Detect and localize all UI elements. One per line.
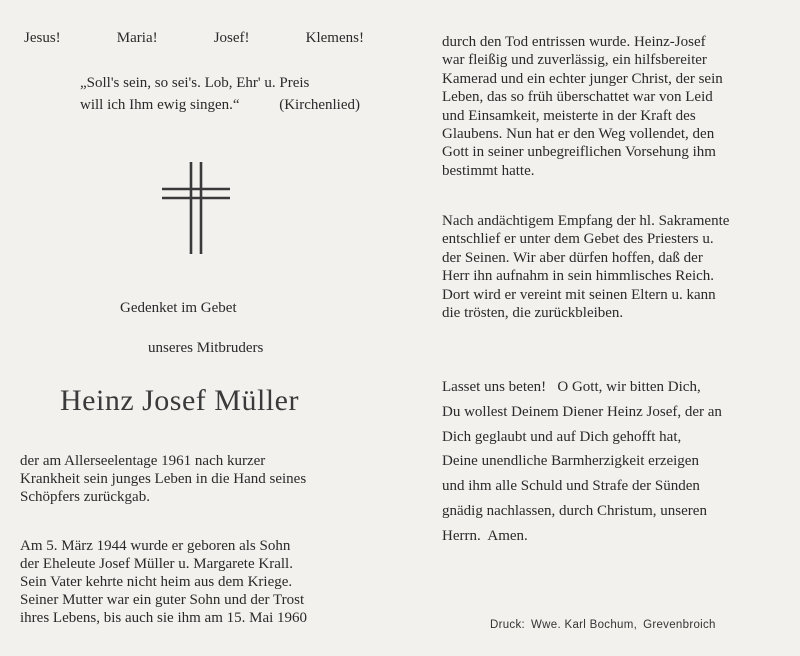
text-line: Nach andächtigem Empfang der hl. Sakramente <box>442 213 730 229</box>
text-line: bestimmt hatte. <box>442 162 535 179</box>
text-line: die trösten, die zurückbleiben. <box>442 305 624 322</box>
hymn-line-1: „Soll's sein, so sei's. Lob, Ehr' u. Preis <box>80 75 310 91</box>
hymn-line-2: will ich Ihm ewig singen.“ <box>80 97 240 113</box>
invocation-word: Jesus! <box>24 30 61 46</box>
text-line: Am 5. März 1944 wurde er geboren als Sohn <box>20 538 291 554</box>
text-line: entschlief er unter dem Gebet des Priesters u. <box>442 231 714 248</box>
printer-credit <box>490 619 716 631</box>
text-line: Herrn. Amen. <box>442 527 528 544</box>
hymn-quote <box>80 72 380 116</box>
text-line: Herr ihn aufnahm in sein himmlisches Reich. <box>442 268 715 285</box>
caption-pray: Gedenket im Gebet <box>120 300 237 316</box>
text-line: Lasset uns beten! O Gott, wir bitten Dich, <box>442 379 701 395</box>
text-line: Schöpfers zurückgab. <box>20 489 150 505</box>
text-line: Dich geglaubt und auf Dich gehofft hat, <box>442 428 682 445</box>
text-line: und Einsamkeit, meisterte in der Kraft des <box>442 107 696 124</box>
text-line: Seiner Mutter war ein guter Sohn und der Trost <box>20 592 305 608</box>
text-line: Gott in seiner unbegreiflichen Vorsehung ihm <box>442 144 716 161</box>
invocation-word: Josef! <box>213 30 250 46</box>
invocation-word: Klemens! <box>305 30 364 46</box>
deceased-name: Heinz Josef Müller <box>60 384 299 417</box>
text-line: war fleißig und zuverlässig, ein hilfsbereiter <box>442 52 707 69</box>
hymn-source: (Kirchenlied) <box>279 97 360 113</box>
text-line: und ihm alle Schuld und Strafe der Sünden <box>442 478 700 495</box>
text-line: der Seinen. Wir aber dürfen hoffen, daß der <box>442 249 703 266</box>
text-line: Glaubens. Nun hat er den Weg vollendet, den <box>442 126 715 143</box>
sacrament-paragraph <box>442 212 778 322</box>
text-line: der am Allerseelentage 1961 nach kurzer <box>20 453 266 469</box>
invocation-word: Maria! <box>116 30 158 46</box>
death-paragraph <box>20 452 360 506</box>
character-paragraph <box>442 33 778 180</box>
text-line: Kamerad und ein echter junger Christ, der sein <box>442 70 723 87</box>
text-line: Dort wird er vereint mit seinen Eltern u. kann <box>442 286 716 303</box>
biography-paragraph <box>20 537 360 627</box>
text-line: der Eheleute Josef Müller u. Margarete Krall. <box>20 556 293 572</box>
text-line: Sein Vater kehrte nicht heim aus dem Kriege. <box>20 574 293 590</box>
invocation-line <box>24 30 364 47</box>
printer-label: Druck: <box>490 619 526 631</box>
cross-icon <box>160 160 232 256</box>
text-line: ihres Lebens, bis auch sie ihm am 15. Mai 1960 <box>20 610 308 626</box>
text-line: Krankheit sein junges Leben in die Hand seines <box>20 471 307 487</box>
text-line: gnädig nachlassen, durch Christum, unseren <box>442 502 707 519</box>
printer-city: Grevenbroich <box>643 619 716 631</box>
printer-name: Wwe. Karl Bochum, <box>531 619 638 631</box>
text-line: Deine unendliche Barmherzigkeit erzeigen <box>442 453 699 470</box>
text-line: Leben, das so früh überschattet war von Leid <box>442 89 713 106</box>
prayer-paragraph <box>442 375 778 549</box>
text-line: durch den Tod entrissen wurde. Heinz-Josef <box>442 34 706 50</box>
text-line: Du wollest Deinem Diener Heinz Josef, der an <box>442 403 722 420</box>
right-page <box>400 0 800 656</box>
caption-brother: unseres Mitbruders <box>148 340 264 356</box>
